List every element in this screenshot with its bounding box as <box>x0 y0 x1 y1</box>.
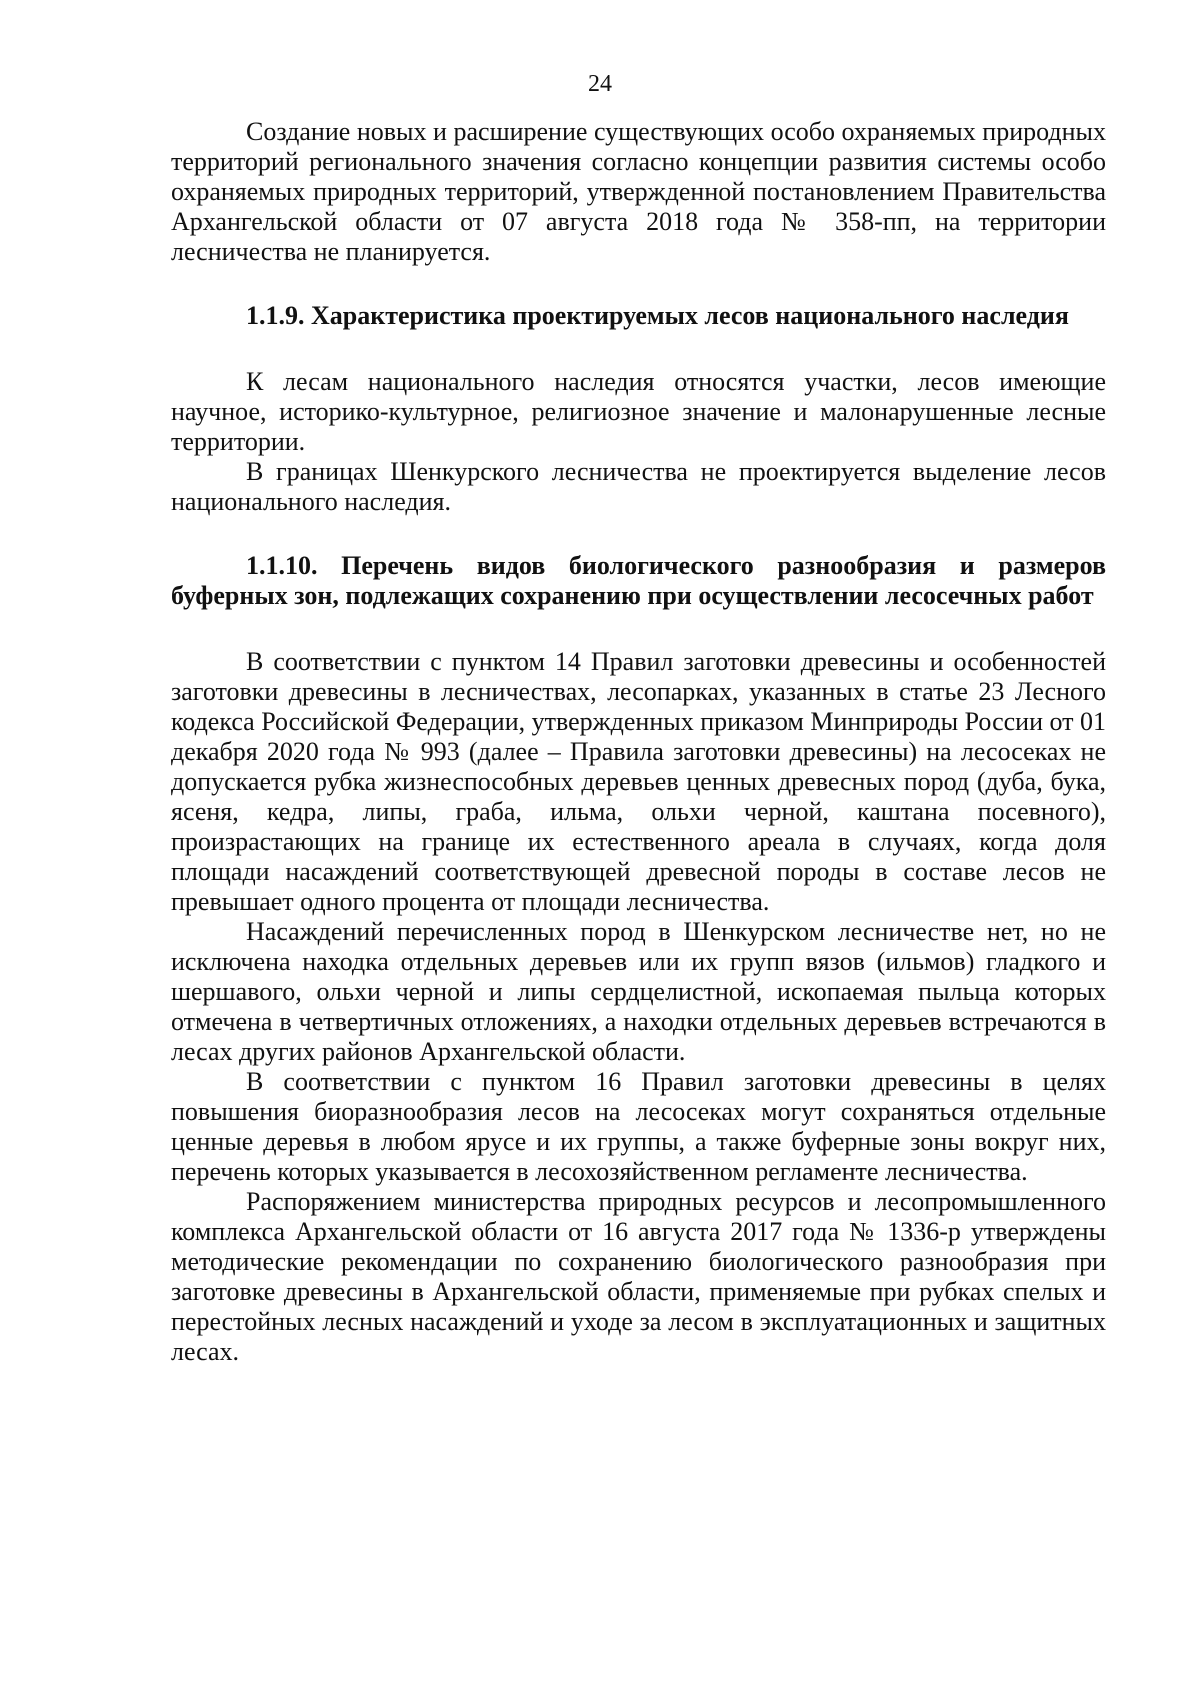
paragraph-protected-areas: Создание новых и расширение существующих особо охраняемых природных территорий регионального значения согласно концепции развития системы особо охраняемых природных территорий, утвержденной постановлением Правительства Архангельской области от 07 августа 2018 года № 358-пп, на территории лесничества не планируется. <box>171 117 1106 266</box>
section-heading-1-1-9: 1.1.9. Характеристика проектируемых лесов национального наследия <box>246 301 1069 330</box>
paragraph-harvest-rule-16: В соответствии с пунктом 16 Правил заготовки древесины в целях повышения биоразнообразия лесов на лесосеках могут сохраняться отдельные ценные деревья в любом ярусе и их группы, а также буферные зоны вокруг них, перечень которых указывается в лесохозяйственном регламенте лесничества. <box>171 1067 1106 1186</box>
section-heading-1-1-10: 1.1.10. Перечень видов биологического разнообразия и размеров буферных зон, подлежащих сохранению при осуществлении лесосечных работ <box>171 551 1106 610</box>
paragraph-ministry-order: Распоряжением министерства природных ресурсов и лесопромышленного комплекса Архангельской области от 16 августа 2017 года № 1336-р утверждены методические рекомендации по сохранению биологического разнообразия при заготовке древесины в Архангельской области, применяемые при рубках спелых и перестойных лесных насаждений и уходе за лесом в эксплуатационных и защитных лесах. <box>171 1187 1106 1366</box>
paragraph-harvest-rule-14: В соответствии с пунктом 14 Правил заготовки древесины и особенностей заготовки древесины в лесничествах, лесопарках, указанных в статье 23 Лесного кодекса Российской Федерации, утвержденных приказом Минприроды России от 01 декабря 2020 года № 993 (далее – Правила заготовки древесины) на лесосеках не допускается рубка жизнеспособных деревьев ценных древесных пород (дуба, бука, ясеня, кедра, липы, граба, ильма, ольхи черной, каштана посевного), произрастающих на границе их естественного ареала в случаях, когда доля площади насаждений соответствующей древесной породы в составе лесов не превышает одного процента от площади лесничества. <box>171 647 1106 916</box>
paragraph-heritage-shenkursk: В границах Шенкурского лесничества не проектируется выделение лесов национального наследия. <box>171 457 1106 516</box>
paragraph-heritage-definition: К лесам национального наследия относятся участки, лесов имеющие научное, историко-культурное, религиозное значение и малонарушенные лесные территории. <box>171 367 1106 456</box>
page-number: 24 <box>588 71 612 97</box>
paragraph-species-absent: Насаждений перечисленных пород в Шенкурском лесничестве нет, но не исключена находка отдельных деревьев или их групп вязов (ильмов) гладкого и шершавого, ольхи черной и липы сердцелистной, ископаемая пыльца которых отмечена в четвертичных отложениях, а находки отдельных деревьев встречаются в лесах других районов Архангельской области. <box>171 917 1106 1066</box>
page-content <box>171 117 1106 1367</box>
